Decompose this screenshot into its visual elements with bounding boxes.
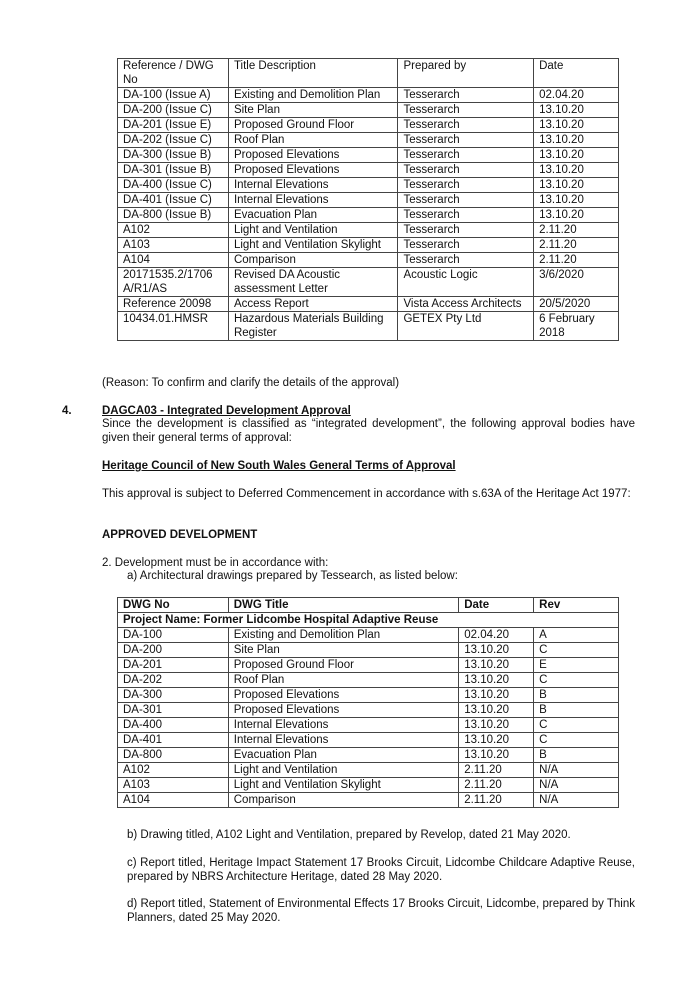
table-row — [118, 193, 619, 208]
cell-dwg-no: DA-100 — [118, 628, 229, 643]
header-prepared-by: Prepared by — [398, 59, 534, 88]
cell-dwg-no: A103 — [118, 778, 229, 793]
references-table — [117, 58, 619, 341]
cell-dwg-title: Light and Ventilation — [228, 763, 458, 778]
header-rev: Rev — [534, 598, 619, 613]
item-b-text: b) Drawing titled, A102 Light and Ventilation, prepared by Revelop, dated 21 May 2020. — [127, 829, 571, 841]
section-number: 4. — [62, 405, 72, 417]
cell-dwg-no: DA-301 — [118, 703, 229, 718]
cell-title: Site Plan — [228, 103, 398, 118]
table-row — [118, 297, 619, 312]
table-row — [118, 312, 619, 341]
cell-date: 13.10.20 — [534, 178, 619, 193]
cell-dwg-title: Existing and Demolition Plan — [228, 628, 458, 643]
cell-prepared-by: Tesserarch — [398, 133, 534, 148]
approved-development-heading: APPROVED DEVELOPMENT — [102, 529, 258, 541]
cell-date: 2.11.20 — [459, 763, 534, 778]
reason-text: (Reason: To confirm and clarify the details of the approval) — [102, 377, 400, 389]
cell-rev: N/A — [534, 793, 619, 808]
item-d-text: d) Report titled, Statement of Environmental Effects 17 Brooks Circuit, Lidcombe, prepared by Think Planners, dated 25 May 2020. — [127, 898, 635, 924]
cell-reference: 20171535.2/1706 A/R1/AS — [118, 268, 229, 297]
cell-title: Proposed Ground Floor — [228, 118, 398, 133]
cell-prepared-by: Tesserarch — [398, 238, 534, 253]
table-row — [118, 238, 619, 253]
table-row — [118, 103, 619, 118]
cell-prepared-by: Acoustic Logic — [398, 268, 534, 297]
table-row — [118, 148, 619, 163]
cell-date: 3/6/2020 — [534, 268, 619, 297]
table-row — [118, 628, 619, 643]
cell-date: 13.10.20 — [534, 208, 619, 223]
cell-prepared-by: Tesserarch — [398, 208, 534, 223]
table-row — [118, 133, 619, 148]
cell-title: Existing and Demolition Plan — [228, 88, 398, 103]
table-row — [118, 223, 619, 238]
table-row — [118, 793, 619, 808]
cell-date: 13.10.20 — [534, 148, 619, 163]
cell-title: Comparison — [228, 253, 398, 268]
cell-prepared-by: GETEX Pty Ltd — [398, 312, 534, 341]
cell-date: 13.10.20 — [459, 703, 534, 718]
cell-dwg-no: DA-200 — [118, 643, 229, 658]
project-name-row — [118, 613, 619, 628]
cell-dwg-title: Proposed Elevations — [228, 688, 458, 703]
cell-title: Internal Elevations — [228, 178, 398, 193]
cell-date: 2.11.20 — [459, 793, 534, 808]
cell-title: Proposed Elevations — [228, 148, 398, 163]
cell-reference: DA-800 (Issue B) — [118, 208, 229, 223]
item-2a-text: a) Architectural drawings prepared by Tessearch, as listed below: — [127, 570, 458, 582]
cell-reference: DA-200 (Issue C) — [118, 103, 229, 118]
cell-rev: C — [534, 718, 619, 733]
cell-title: Light and Ventilation Skylight — [228, 238, 398, 253]
table-row — [118, 703, 619, 718]
cell-title: Roof Plan — [228, 133, 398, 148]
cell-dwg-no: DA-202 — [118, 673, 229, 688]
table-row — [118, 178, 619, 193]
cell-reference: DA-401 (Issue C) — [118, 193, 229, 208]
cell-rev: B — [534, 748, 619, 763]
cell-title: Light and Ventilation — [228, 223, 398, 238]
cell-title: Revised DA Acoustic assessment Letter — [228, 268, 398, 297]
cell-prepared-by: Tesserarch — [398, 193, 534, 208]
cell-dwg-no: DA-800 — [118, 748, 229, 763]
table-row — [118, 778, 619, 793]
cell-dwg-title: Evacuation Plan — [228, 748, 458, 763]
cell-dwg-no: DA-201 — [118, 658, 229, 673]
table-header-row — [118, 598, 619, 613]
cell-rev: N/A — [534, 778, 619, 793]
table-row — [118, 748, 619, 763]
table-header-row — [118, 59, 619, 88]
cell-date: 2.11.20 — [534, 238, 619, 253]
table-row — [118, 763, 619, 778]
cell-title: Internal Elevations — [228, 193, 398, 208]
cell-reference: DA-201 (Issue E) — [118, 118, 229, 133]
table-row — [118, 163, 619, 178]
cell-dwg-no: A102 — [118, 763, 229, 778]
table-row — [118, 673, 619, 688]
cell-title: Hazardous Materials Building Register — [228, 312, 398, 341]
cell-dwg-title: Internal Elevations — [228, 733, 458, 748]
cell-date: 6 February 2018 — [534, 312, 619, 341]
cell-dwg-no: DA-401 — [118, 733, 229, 748]
cell-date: 13.10.20 — [459, 748, 534, 763]
cell-dwg-no: A104 — [118, 793, 229, 808]
project-name: Project Name: Former Lidcombe Hospital Adaptive Reuse — [118, 613, 619, 628]
cell-date: 13.10.20 — [534, 193, 619, 208]
cell-date: 02.04.20 — [459, 628, 534, 643]
cell-dwg-title: Proposed Ground Floor — [228, 658, 458, 673]
deferred-commencement-text: This approval is subject to Deferred Commencement in accordance with s.63A of the Heritage Act 1977: — [102, 488, 631, 500]
cell-date: 13.10.20 — [459, 643, 534, 658]
cell-dwg-title: Roof Plan — [228, 673, 458, 688]
cell-date: 13.10.20 — [459, 658, 534, 673]
cell-dwg-no: DA-300 — [118, 688, 229, 703]
cell-dwg-title: Internal Elevations — [228, 718, 458, 733]
cell-rev: C — [534, 643, 619, 658]
cell-date: 20/5/2020 — [534, 297, 619, 312]
cell-rev: N/A — [534, 763, 619, 778]
table-row — [118, 658, 619, 673]
cell-reference: DA-202 (Issue C) — [118, 133, 229, 148]
item-c-text: c) Report titled, Heritage Impact Statement 17 Brooks Circuit, Lidcombe Childcare Adaptive Reuse, prepared by NBRS Architecture Heritage, dated 28 May 2020. — [127, 857, 635, 883]
table-row — [118, 88, 619, 103]
cell-date: 13.10.20 — [534, 118, 619, 133]
cell-date: 13.10.20 — [459, 733, 534, 748]
cell-rev: C — [534, 673, 619, 688]
cell-prepared-by: Tesserarch — [398, 163, 534, 178]
cell-date: 2.11.20 — [459, 778, 534, 793]
cell-dwg-no: DA-400 — [118, 718, 229, 733]
cell-rev: B — [534, 703, 619, 718]
cell-date: 13.10.20 — [534, 133, 619, 148]
header-reference: Reference / DWG No — [118, 59, 229, 88]
cell-reference: 10434.01.HMSR — [118, 312, 229, 341]
cell-date: 13.10.20 — [534, 163, 619, 178]
cell-reference: A103 — [118, 238, 229, 253]
table-row — [118, 118, 619, 133]
cell-date: 13.10.20 — [459, 673, 534, 688]
cell-prepared-by: Tesserarch — [398, 178, 534, 193]
cell-date: 13.10.20 — [459, 718, 534, 733]
heritage-heading: Heritage Council of New South Wales General Terms of Approval — [102, 460, 456, 472]
cell-reference: DA-100 (Issue A) — [118, 88, 229, 103]
table-row — [118, 718, 619, 733]
cell-reference: DA-300 (Issue B) — [118, 148, 229, 163]
header-title: Title Description — [228, 59, 398, 88]
item-2-text: 2. Development must be in accordance with: — [102, 557, 329, 569]
drawings-table — [117, 597, 619, 808]
section-intro: Since the development is classified as “integrated development”, the following approval bodies have given their general terms of approval: — [102, 418, 635, 444]
header-date: Date — [534, 59, 619, 88]
cell-prepared-by: Tesserarch — [398, 148, 534, 163]
cell-prepared-by: Tesserarch — [398, 88, 534, 103]
cell-title: Proposed Elevations — [228, 163, 398, 178]
cell-date: 13.10.20 — [459, 688, 534, 703]
table-row — [118, 733, 619, 748]
cell-date: 2.11.20 — [534, 253, 619, 268]
cell-prepared-by: Tesserarch — [398, 118, 534, 133]
table-row — [118, 208, 619, 223]
header-date: Date — [459, 598, 534, 613]
header-dwg-no: DWG No — [118, 598, 229, 613]
cell-prepared-by: Tesserarch — [398, 223, 534, 238]
cell-prepared-by: Tesserarch — [398, 103, 534, 118]
cell-reference: A104 — [118, 253, 229, 268]
cell-reference: A102 — [118, 223, 229, 238]
cell-date: 02.04.20 — [534, 88, 619, 103]
table-row — [118, 253, 619, 268]
table-row — [118, 643, 619, 658]
cell-dwg-title: Comparison — [228, 793, 458, 808]
table-row — [118, 688, 619, 703]
cell-rev: A — [534, 628, 619, 643]
cell-dwg-title: Site Plan — [228, 643, 458, 658]
cell-reference: DA-301 (Issue B) — [118, 163, 229, 178]
section-heading: DAGCA03 - Integrated Development Approval — [102, 405, 351, 417]
cell-dwg-title: Proposed Elevations — [228, 703, 458, 718]
cell-rev: C — [534, 733, 619, 748]
cell-dwg-title: Light and Ventilation Skylight — [228, 778, 458, 793]
cell-title: Access Report — [228, 297, 398, 312]
cell-reference: Reference 20098 — [118, 297, 229, 312]
cell-title: Evacuation Plan — [228, 208, 398, 223]
cell-prepared-by: Vista Access Architects — [398, 297, 534, 312]
header-dwg-title: DWG Title — [228, 598, 458, 613]
cell-rev: B — [534, 688, 619, 703]
cell-reference: DA-400 (Issue C) — [118, 178, 229, 193]
cell-date: 2.11.20 — [534, 223, 619, 238]
table-row — [118, 268, 619, 297]
cell-date: 13.10.20 — [534, 103, 619, 118]
cell-rev: E — [534, 658, 619, 673]
cell-prepared-by: Tesserarch — [398, 253, 534, 268]
